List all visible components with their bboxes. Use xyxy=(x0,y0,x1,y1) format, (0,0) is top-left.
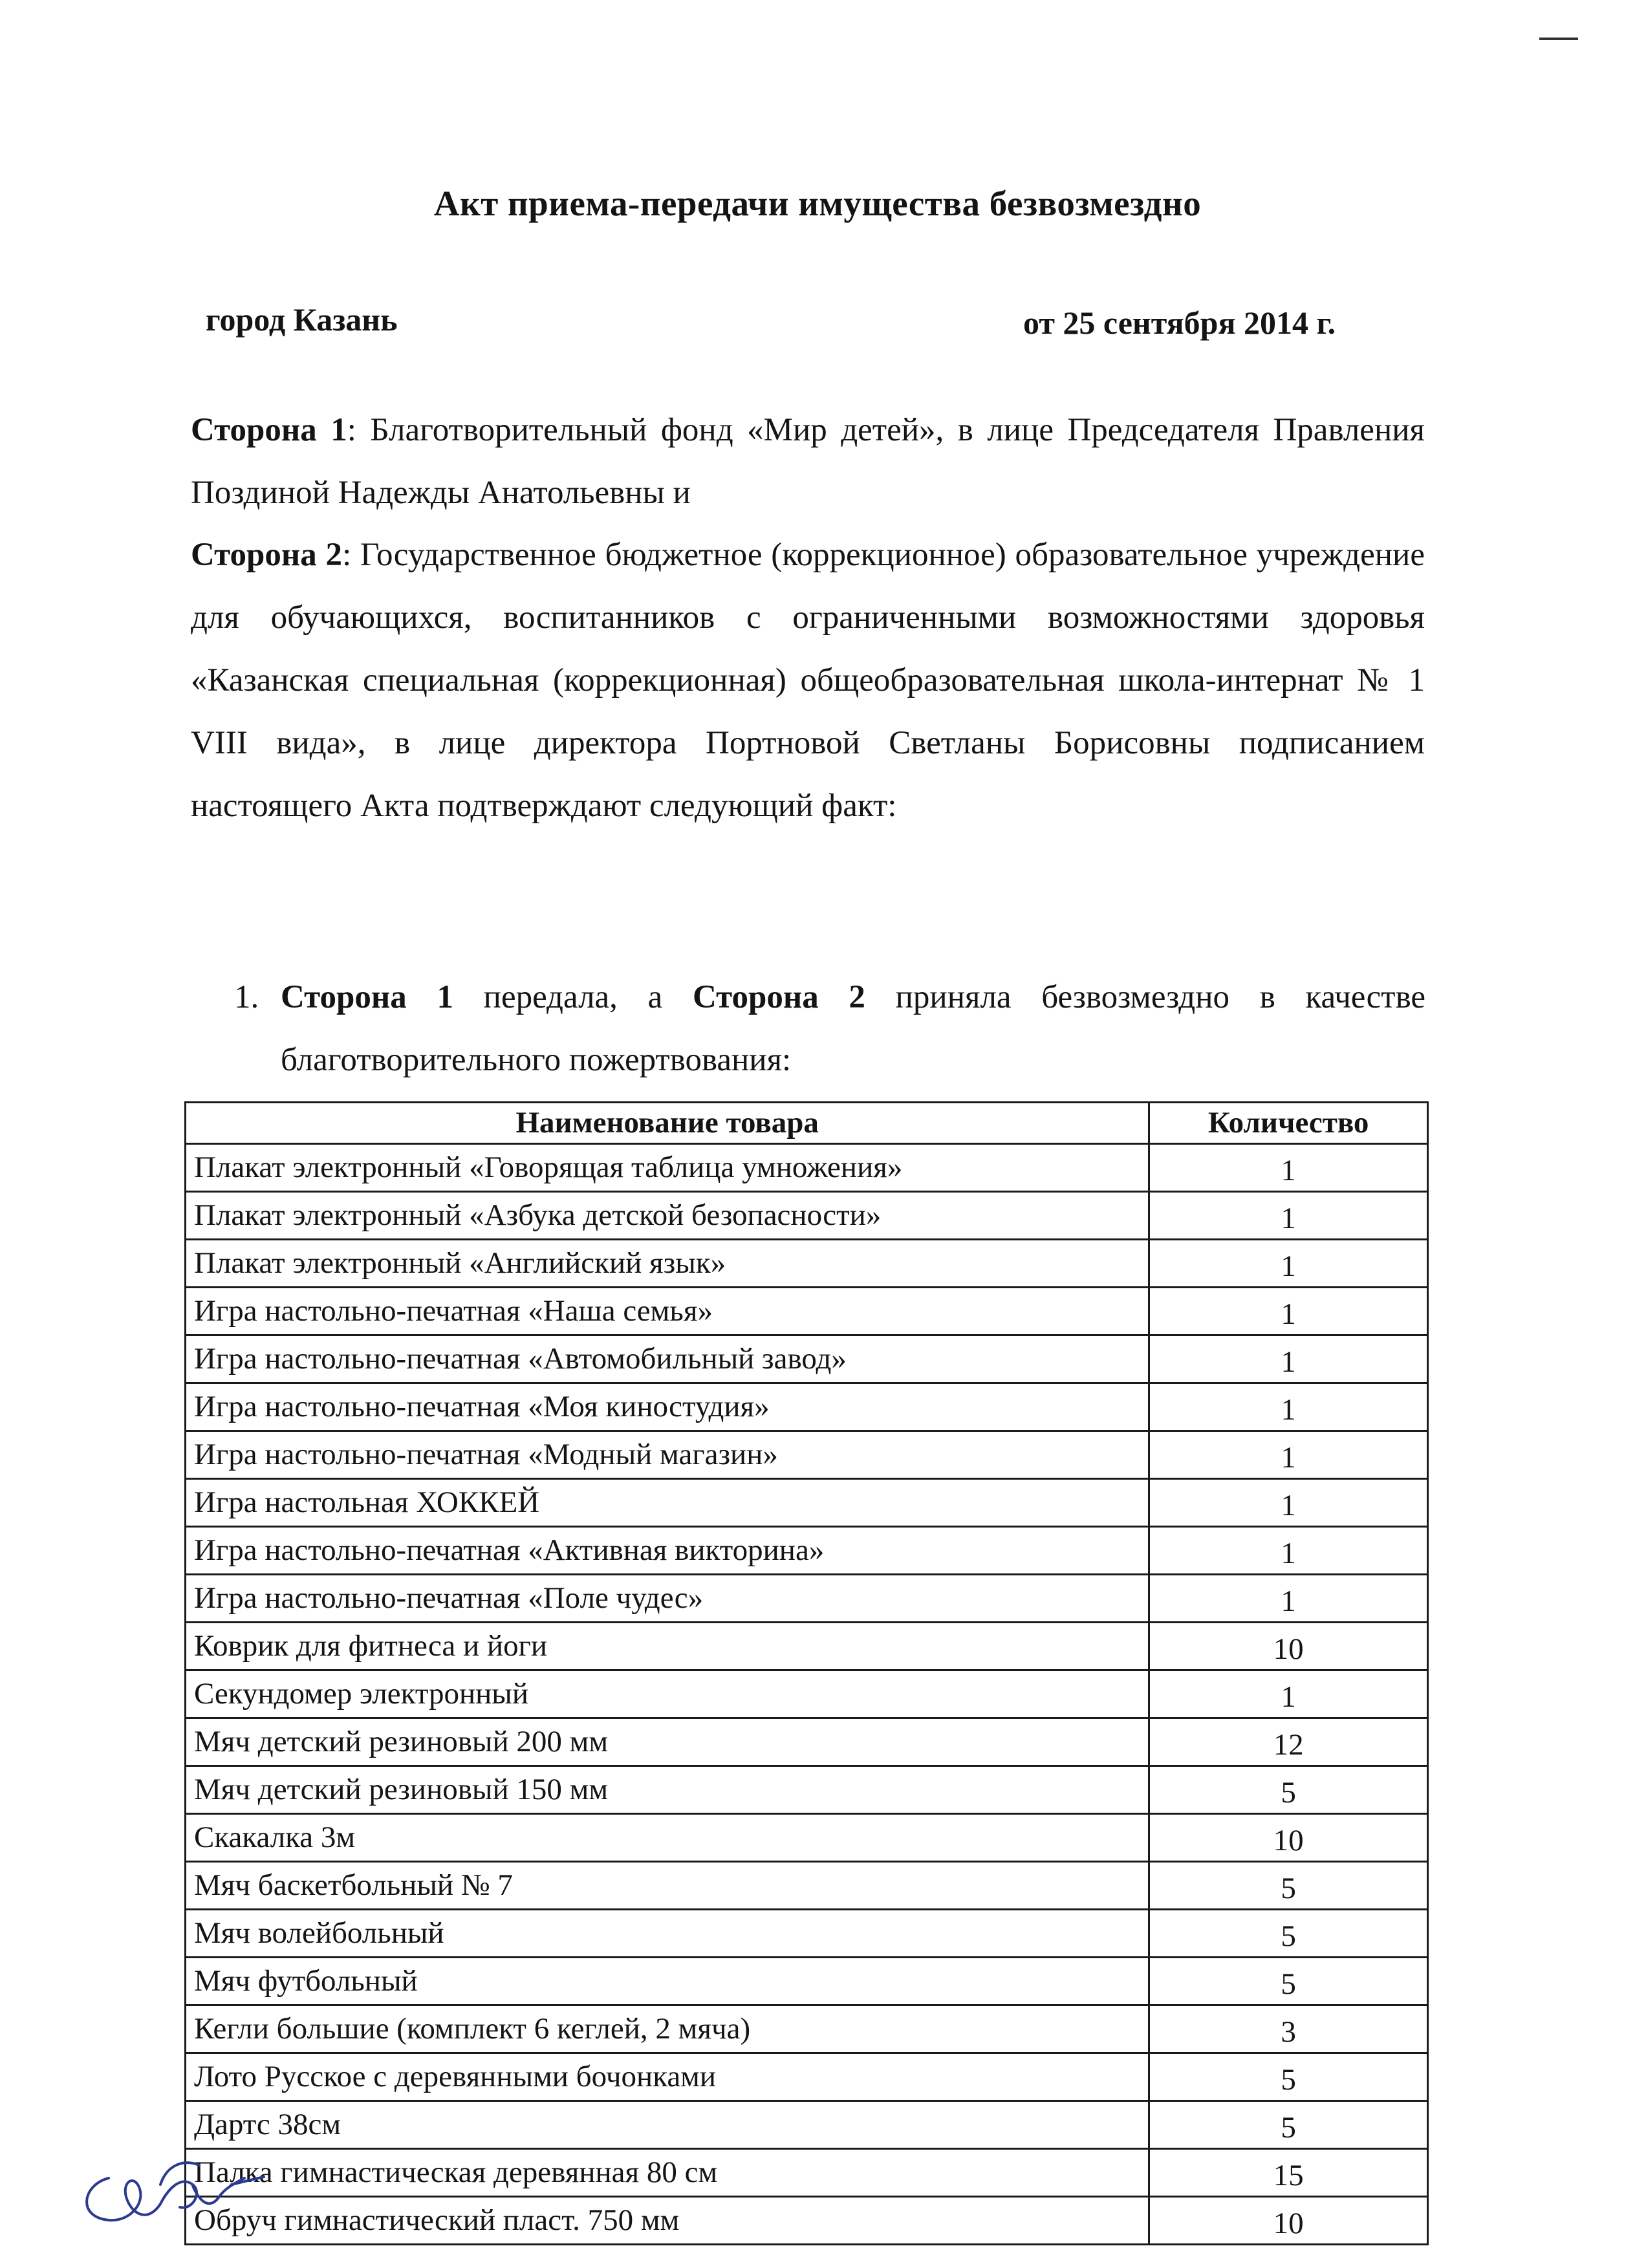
item-quantity-cell: 1 xyxy=(1149,1335,1428,1383)
item-quantity-cell: 5 xyxy=(1149,1766,1428,1814)
item-name-cell: Дартс 38см xyxy=(186,2101,1149,2149)
item-name-cell: Плакат электронный «Азбука детской безопасности» xyxy=(186,1192,1149,1240)
item-quantity-cell: 1 xyxy=(1149,1431,1428,1479)
handwritten-signature xyxy=(70,2139,270,2236)
item-name-cell: Мяч детский резиновый 200 мм xyxy=(186,1718,1149,1766)
item-name-cell: Обруч гимнастический пласт. 750 мм xyxy=(186,2197,1149,2245)
table-row xyxy=(186,2005,1428,2053)
item-name-cell: Палка гимнастическая деревянная 80 см xyxy=(186,2149,1149,2197)
goods-table xyxy=(184,1101,1429,2245)
item-name-cell: Секундомер электронный xyxy=(186,1670,1149,1718)
table-row xyxy=(186,1192,1428,1240)
table-row xyxy=(186,1479,1428,1527)
item-name-cell: Мяч детский резиновый 150 мм xyxy=(186,1766,1149,1814)
clause-number: 1. xyxy=(234,979,259,1015)
table-row xyxy=(186,1288,1428,1335)
table-row xyxy=(186,1958,1428,2005)
item-quantity-cell: 1 xyxy=(1149,1479,1428,1527)
document-title: Акт приема-передачи имущества безвозмездно xyxy=(433,184,1202,223)
clause-text xyxy=(281,966,1425,1092)
clause-party1-label: Сторона 1 xyxy=(281,979,453,1015)
document-date: от 25 сентября 2014 г. xyxy=(1023,305,1336,341)
item-name-cell: Коврик для фитнеса и йоги xyxy=(186,1623,1149,1670)
item-name-cell: Плакат электронный «Говорящая таблица умножения» xyxy=(186,1144,1149,1192)
header-quantity: Количество xyxy=(1149,1103,1428,1144)
item-quantity-cell: 12 xyxy=(1149,1718,1428,1766)
table-row xyxy=(186,2101,1428,2149)
item-name-cell: Лото Русское с деревянными бочонками xyxy=(186,2053,1149,2101)
item-quantity-cell: 1 xyxy=(1149,1288,1428,1335)
table-row xyxy=(186,1144,1428,1192)
table-row xyxy=(186,1814,1428,1862)
party2-label: Сторона 2 xyxy=(191,537,343,573)
table-row xyxy=(186,1910,1428,1958)
item-quantity-cell: 1 xyxy=(1149,1383,1428,1431)
table-row xyxy=(186,2053,1428,2101)
item-quantity-cell: 1 xyxy=(1149,1670,1428,1718)
table-row xyxy=(186,1383,1428,1431)
party2-text: : Государственное бюджетное (коррекционное) образовательное учреждение для обучающихся, воспитанников с ограниченными возможностями здоровья «Казанская специальная (коррекционная) общеобразовательная школа-интернат № 1 VIII вида», в лице директора Портновой Светланы Борисовны подписанием настоящего Акта подтверждают следующий факт: xyxy=(191,537,1425,824)
clause-1 xyxy=(234,966,1425,1078)
table-header-row xyxy=(186,1103,1428,1144)
item-name-cell: Игра настольно-печатная «Поле чудес» xyxy=(186,1575,1149,1623)
goods-table-body xyxy=(186,1144,1428,2245)
party2-paragraph xyxy=(191,524,1425,837)
item-name-cell: Мяч волейбольный xyxy=(186,1910,1149,1958)
item-quantity-cell: 15 xyxy=(1149,2149,1428,2197)
party1-text: : Благотворительный фонд «Мир детей», в лице Председателя Правления Поздиной Надежды Анатольевны и xyxy=(191,412,1425,511)
clause-middle-text: передала, а xyxy=(453,979,693,1015)
table-row xyxy=(186,2197,1428,2245)
item-quantity-cell: 5 xyxy=(1149,1862,1428,1910)
item-quantity-cell: 1 xyxy=(1149,1144,1428,1192)
item-quantity-cell: 1 xyxy=(1149,1575,1428,1623)
header-item-name: Наименование товара xyxy=(186,1103,1149,1144)
item-name-cell: Кегли большие (комплект 6 кеглей, 2 мяча) xyxy=(186,2005,1149,2053)
table-row xyxy=(186,1527,1428,1575)
item-quantity-cell: 5 xyxy=(1149,2053,1428,2101)
table-row xyxy=(186,1575,1428,1623)
item-name-cell: Мяч баскетбольный № 7 xyxy=(186,1862,1149,1910)
item-quantity-cell: 5 xyxy=(1149,2101,1428,2149)
clause-end-text: приняла безвозмездно в качестве благотворительного пожертвования: xyxy=(281,979,1425,1078)
item-name-cell: Мяч футбольный xyxy=(186,1958,1149,2005)
item-name-cell: Игра настольная ХОККЕЙ xyxy=(186,1479,1149,1527)
item-quantity-cell: 5 xyxy=(1149,1958,1428,2005)
item-name-cell: Игра настольно-печатная «Моя киностудия» xyxy=(186,1383,1149,1431)
item-name-cell: Игра настольно-печатная «Автомобильный завод» xyxy=(186,1335,1149,1383)
table-row xyxy=(186,1623,1428,1670)
table-row xyxy=(186,1862,1428,1910)
party1-paragraph xyxy=(191,399,1425,524)
table-row xyxy=(186,1335,1428,1383)
table-row xyxy=(186,1431,1428,1479)
table-row xyxy=(186,1718,1428,1766)
item-name-cell: Игра настольно-печатная «Наша семья» xyxy=(186,1288,1149,1335)
table-row xyxy=(186,1766,1428,1814)
city: город Казань xyxy=(206,301,398,338)
clause-party2-label: Сторона 2 xyxy=(692,979,865,1015)
item-quantity-cell: 10 xyxy=(1149,1623,1428,1670)
table-row xyxy=(186,1670,1428,1718)
table-row xyxy=(186,1240,1428,1288)
item-quantity-cell: 1 xyxy=(1149,1240,1428,1288)
scan-mark xyxy=(1539,38,1578,40)
item-name-cell: Скакалка 3м xyxy=(186,1814,1149,1862)
item-name-cell: Игра настольно-печатная «Модный магазин» xyxy=(186,1431,1149,1479)
item-quantity-cell: 5 xyxy=(1149,1910,1428,1958)
item-name-cell: Плакат электронный «Английский язык» xyxy=(186,1240,1149,1288)
item-quantity-cell: 1 xyxy=(1149,1192,1428,1240)
item-quantity-cell: 10 xyxy=(1149,2197,1428,2245)
table-row xyxy=(186,2149,1428,2197)
item-quantity-cell: 3 xyxy=(1149,2005,1428,2053)
item-name-cell: Игра настольно-печатная «Активная викторина» xyxy=(186,1527,1149,1575)
party1-label: Сторона 1 xyxy=(191,412,347,448)
item-quantity-cell: 10 xyxy=(1149,1814,1428,1862)
item-quantity-cell: 1 xyxy=(1149,1527,1428,1575)
